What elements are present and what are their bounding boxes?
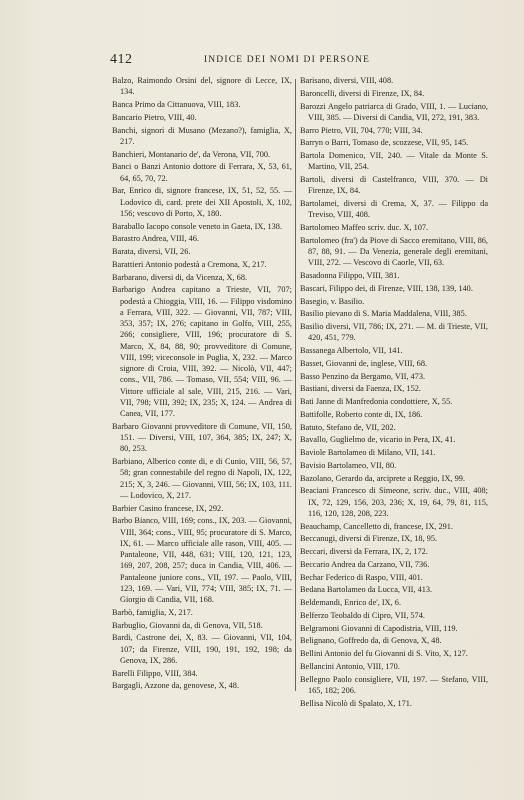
index-entry: Basadonna Filippo, VIII, 381. — [300, 271, 400, 280]
index-entry: Bati Janne di Manfredonia condottiere, X, 55. — [300, 397, 453, 406]
index-entry: Barastro Andrea, VIII, 46. — [112, 234, 199, 244]
index-entry: Barbo Bianco, VIII, 169; cons., IX, 203. — Giovanni, VIII, 364; cons., VIII, 95; procuratore di S. Marco, IX, 61. — Marco ufficiale alle rason, VIII, 405. — Pantaleone, VII, 448, 631; VIII, 120, 121, 123, 169, 207, 208, 257; duca in Candia, VIII, 406. — Pantaleone juniore cons., VII, 197. — Paolo, VIII, 123, 169. — Vari, VII, 774; VIII, 385; IX, 71. — Giorgio di Candia, VII, 168. — [112, 516, 292, 604]
index-entry: Barata, diversi, VII, 26. — [112, 247, 191, 256]
index-entry: Bastiani, diversi da Faenza, IX, 152. — [300, 384, 421, 394]
index-entry: Basegio, v. Basilio. — [300, 296, 365, 306]
index-entry: Beccario Andrea da Carzano, VII, 736. — [300, 559, 430, 569]
index-entry: Basso Penzino da Bergamo, VII, 473. — [300, 371, 426, 381]
index-entry: Bartolamei, diversi di Cremа, X, 37. — Filippo da Treviso, VIII, 408. — [300, 199, 488, 220]
running-head: INDICE DEI NOMI DI PERSONE — [203, 55, 371, 65]
index-entry: Bellancini Antonio, VIII, 170. — [300, 661, 400, 671]
index-entry: Basset, Giovanni de, inglese, VIII, 68. — [300, 358, 428, 368]
index-entry: Beccari, diversi da Ferrara, IX, 2, 172. — [300, 547, 428, 556]
index-entry: Belferzo Teobaldo di Cipro, VII, 574. — [300, 610, 425, 620]
index-entry: Bassanega Albertolo, VII, 141. — [300, 346, 403, 355]
index-entry: Banca Primo da Cittanuova, VIII, 183. — [112, 100, 241, 109]
column-divider — [295, 79, 296, 691]
index-columns — [112, 75, 496, 708]
index-entry: Balzo, Raimondo Orsini del, signore di Lecce, IX, 134. — [112, 76, 292, 97]
index-entry: Bechar Federico di Raspo, VIII, 401. — [300, 572, 423, 582]
index-entry: Bartolomeo Maffeo scriv. duc. X, 107. — [300, 223, 429, 232]
index-entry: Bavallo, Guglielmo de, vicario in Pera, IX, 41. — [300, 435, 456, 445]
index-entry: Bellini Antonio del fu Giovanni di S. Vito, X, 127. — [300, 649, 468, 658]
index-entry: Banci o Banzi Antonio dottore di Ferrara, X, 53, 61, 64, 65, 70, 72. — [112, 162, 292, 183]
index-entry: Bellegno Paolo consigliere, VII, 197. — Stefano, VIII, 165, 182; 206. — [300, 674, 488, 695]
index-entry: Barbuglio, Giovanni da, di Genova, VII, 518. — [112, 620, 263, 630]
index-entry: Barbò, famiglia, X, 217. — [112, 607, 193, 617]
index-entry: Beldemandi, Enrico de', IX, 6. — [300, 598, 402, 607]
index-entry: Belignano, Goffredo da, di Genova, X, 48. — [300, 636, 442, 646]
index-entry: Beauchamp, Cancelletto di, francese, IX, 291. — [300, 521, 453, 531]
index-entry: Barbier Casino francese, IX, 292. — [112, 503, 224, 513]
index-entry: Bazolano, Gerardo da, arciprete a Reggio, IX, 99. — [300, 473, 465, 483]
index-entry: Barbarano, diversi di, da Vicenza, X, 68. — [112, 272, 248, 282]
index-entry: Banchieri, Montanario de', da Verona, VII, 700. — [112, 149, 271, 159]
index-entry: Bedana Bartolameo da Lucca, VII, 413. — [300, 585, 433, 595]
index-entry: Barozzi Angelo patriarca di Grado, VIII, 1. — Luciano, VIII, 385. — Diversi di Candia, VII, 272, 191, 383. — [300, 101, 488, 122]
left-column — [112, 75, 292, 693]
index-entry: Barisano, diversi, VIII, 408. — [300, 76, 394, 85]
index-entry: Bardi, Castrone dei, X, 83. — Giovanni, VII, 104, 107; da Firenze, VIII, 190, 191, 192, 198; da Genova, IX, 286. — [112, 633, 292, 665]
index-entry: Bavisio Bartolameo, VII, 80. — [300, 460, 397, 470]
index-entry: Beccanugi, diversi di Firenze, IX, 18, 95. — [300, 534, 438, 544]
index-entry: Basilio pievano di S. Maria Maddalena, VIII, 385. — [300, 309, 467, 319]
page-number: 412 — [110, 52, 133, 67]
index-entry: Barro Pietro, VII, 704, 770; VIII, 34. — [300, 125, 423, 135]
index-entry: Beaciani Francesco di Simeone, scriv. duc., VIII, 408; IX, 72, 129, 156, 203, 236; X, 19, 64, 79, 81, 115, 116, 120, 128, 208, 223. — [300, 486, 488, 518]
index-entry: Bascari, Filippo dei, di Firenze, VIII, 138, 139, 140. — [300, 283, 473, 293]
index-entry: Banchi, signori di Musano (Mezano?), famiglia, X, 217. — [112, 125, 292, 146]
index-entry: Barbarigo Andrea capitano a Trieste, VII, 707; podestà a Chioggia, VIII, 16. — Filippo visdomino a Ferrara, VIII, 322. — Giovanni, VII, 787; VIII, 353, 357; IX, 276; capitano in Golfo, VIII, 255, 266; consigliere, VIII, 196; procuratore di S. Marco, X, 84, 88, 90; provveditore di Comune, VIII, 199; viceconsole in Puglia, X, 232. — Marco signore di Croia, VIII, 392. — Nicolò, VII, 447; cons., VII, 786. — Tomaso, VII, 554; VIII, 96. — Vittore ufficiale al sale, VIII, 215, 216. — Vari, VII, 798; VIII, 392; IX, 235; X, 124. — Andrea di Canea, VII, 177. — [112, 285, 292, 418]
index-entry: Barelli Filippo, VIII, 384. — [112, 668, 198, 678]
index-entry: Bargagli, Azzone da, genovese, X, 48. — [112, 681, 240, 691]
page-header — [0, 52, 524, 72]
index-entry: Barryn o Barri, Tomaso de, scozzese, VII, 95, 145. — [300, 138, 469, 148]
index-entry: Barattieri Antonio podestà a Cremona, X, 217. — [112, 259, 267, 269]
index-entry: Belgramoni Giovanni di Capodistria, VIII, 119. — [300, 623, 458, 633]
index-entry: Bartola Domenico, VII, 240. — Vitale da Monte S. Martino, VII, 254. — [300, 151, 488, 172]
index-entry: Bartolomeo (fra') da Piove di Sacco eremitano, VIII, 86, 87, 88, 91. — Da Venezia, generale degli eremitani, VIII, 272. — Vescovo di Caorle, VII, 63. — [300, 235, 488, 268]
index-entry: Barbaro Giovanni provveditore di Comune, VII, 150, 151. — Diversi, VIII, 107, 364, 385; IX, 247; X, 80, 253. — [112, 421, 292, 454]
index-entry: Bartoli, diversi di Castelfranco, VIII, 370. — Di Firenze, IX, 84. — [300, 175, 488, 196]
index-entry: Batuto, Stefano de, VII, 202. — [300, 422, 396, 432]
index-entry: Baviole Bartolameo di Milano, VII, 141. — [300, 448, 436, 457]
index-entry: Barbiano, Alberico conte di, e di Cunio, VIII, 56, 57, 58; gran connestabile del regno di Napoli, IX, 122, 215; X, 3, 246. — Giovanni, VIII, 56; IX, 103, 111. — Lodovico, X, 217. — [112, 457, 292, 500]
index-entry: Baraballo Iacopo console veneto in Gaeta, IX, 138. — [112, 221, 283, 231]
index-entry: Bar, Enrico di, signore francese, IX, 51, 52, 55. — Lodovico di, card. prete dei XII Apostoli, X, 102, 156; vescovo di Porto, X, 180. — [112, 186, 292, 218]
right-column — [300, 75, 488, 710]
index-entry: Basilio diversi, VII, 786; IX, 271. — M. di Trieste, VII, 420, 451, 779. — [300, 322, 488, 343]
index-entry: Baroncelli, diversi di Firenze, IX, 84. — [300, 88, 425, 98]
index-entry: Bancario Pietro, VIII, 40. — [112, 112, 197, 122]
index-entry: Bellisa Nicolò di Spalato, X, 171. — [300, 698, 412, 708]
index-entry: Battifolle, Roberto conte di, IX, 186. — [300, 409, 423, 419]
